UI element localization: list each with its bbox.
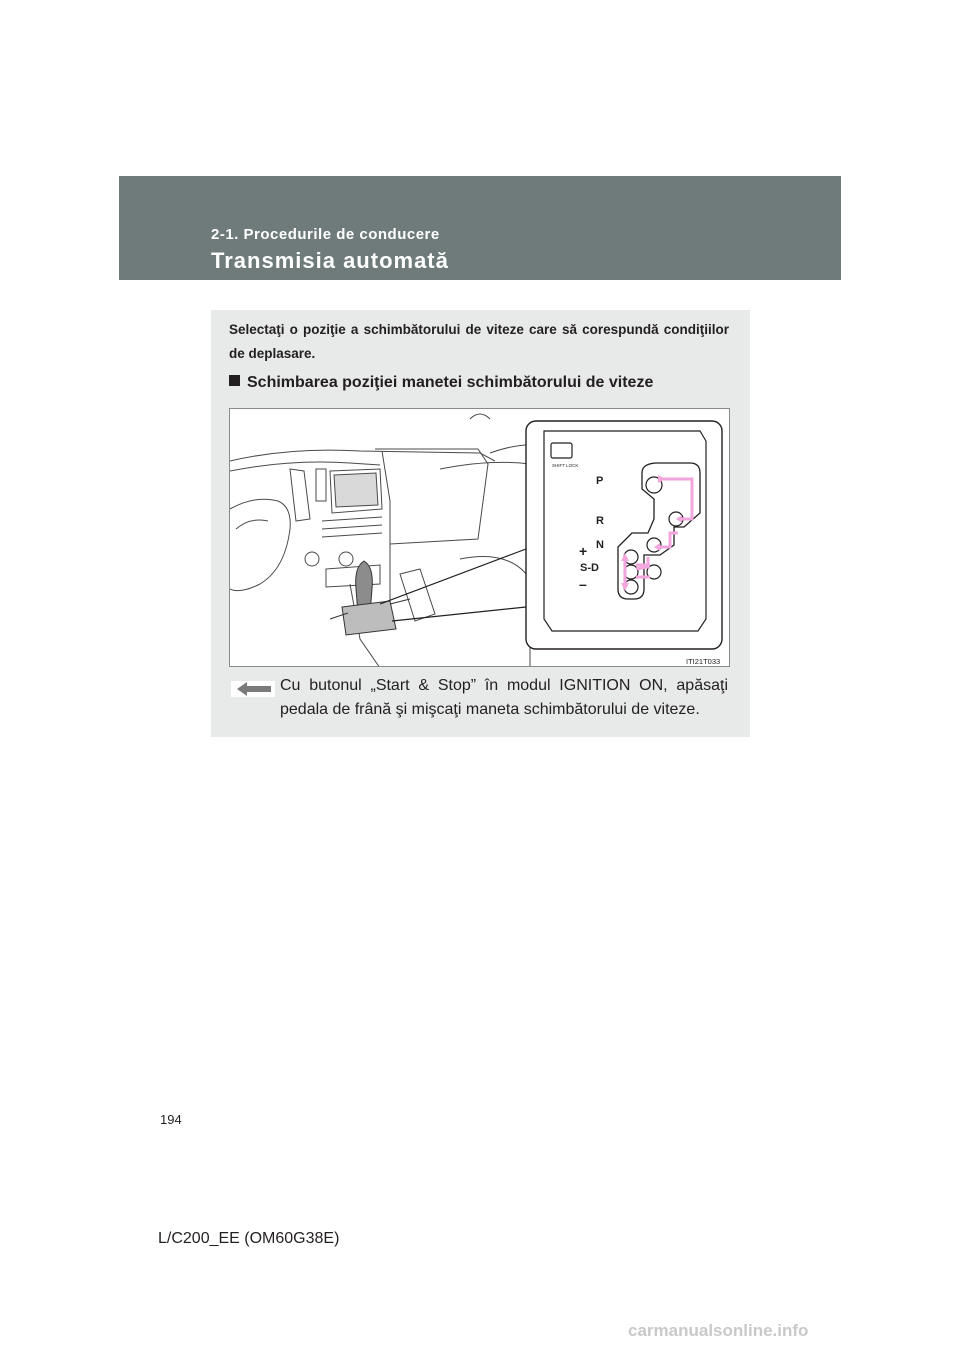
- page-number: 194: [160, 1112, 182, 1127]
- gear-label-minus: –: [579, 576, 587, 592]
- gear-label-r: R: [596, 515, 604, 527]
- content-box: [211, 310, 750, 737]
- gear-shift-figure: [229, 408, 730, 667]
- figure-illustration: [230, 409, 730, 667]
- square-bullet-icon: [229, 375, 240, 386]
- subheading: [229, 374, 653, 392]
- document-code: L/C200_EE (OM60G38E): [158, 1230, 340, 1247]
- section-label: 2-1. Procedurile de conducere: [211, 226, 440, 243]
- intro-text: Selectaţi o poziţie a schimbătorului de viteze care să corespundă condiţiilor de deplasare.: [229, 322, 729, 361]
- watermark: carmanualsonline.info: [628, 1321, 809, 1340]
- shift-lock-label: SHIFT LOCK: [552, 463, 579, 468]
- gear-label-sd: S-D: [580, 562, 599, 574]
- left-arrow-icon: [231, 681, 275, 697]
- step-instruction: Cu butonul „Start & Stop” în modul IGNITION ON, apăsaţi pedala de frână şi mişcaţi maneta schimbătorului de viteze.: [280, 677, 728, 718]
- gate-panel-inner: [544, 431, 706, 631]
- figure-code: ITI21T033: [686, 657, 721, 666]
- page-title: Transmisia automată: [211, 248, 449, 273]
- chapter-header-band: [119, 176, 841, 280]
- shift-lock-button: [551, 443, 572, 458]
- subheading-text: Schimbarea poziţiei manetei schimbătorului de viteze: [247, 374, 654, 391]
- gear-label-plus: +: [579, 543, 588, 559]
- gear-lever-illustration: [330, 561, 410, 635]
- gear-label-n: N: [596, 539, 604, 551]
- gear-label-p: P: [596, 475, 604, 487]
